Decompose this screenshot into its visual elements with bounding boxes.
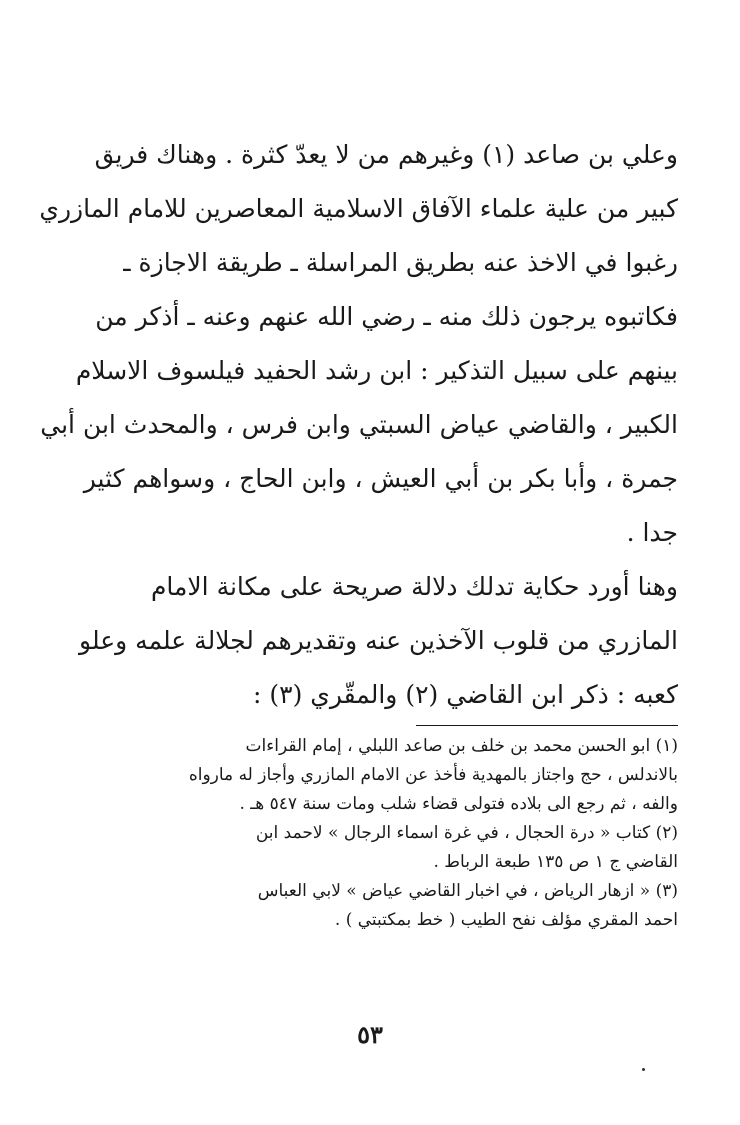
footnote-line: (١) ابو الحسن محمد بن خلف بن صاعد اللبلي ، إمام القراءات <box>245 736 678 756</box>
footnote-line: القاضي ج ١ ص ١٣٥ طبعة الرباط . <box>433 852 678 872</box>
footnote-line: (٢) كتاب « درة الحجال ، في غرة اسماء الرجال » لاحمد ابن <box>255 823 678 843</box>
text-line: كعبه : ذكر ابن القاضي (٢) والمقّري (٣) : <box>253 680 678 709</box>
text-line: رغبوا في الاخذ عنه بطريق المراسلة ـ طريقة الاجازة ـ <box>123 248 678 277</box>
text-line: الكبير ، والقاضي عياض السبتي وابن فرس ، والمحدث ابن أبي <box>40 410 678 439</box>
text-line: المازري من قلوب الآخذين عنه وتقديرهم لجلالة علمه وعلو <box>79 626 678 655</box>
footnote-line: بالاندلس ، حج واجتاز بالمهدية فأخذ عن الامام المازري وأجاز له مارواه <box>188 765 678 785</box>
text-line: جدا . <box>626 518 678 547</box>
main-text <box>39 128 678 709</box>
text-line: كبير من علية علماء الآفاق الاسلامية المعاصرين للامام المازري <box>39 194 678 223</box>
footnote-line: والفه ، ثم رجع الى بلاده فتولى قضاء شلب ومات سنة ٥٤٧ هـ . <box>239 794 678 814</box>
text-line: فكاتبوه يرجون ذلك منه ـ رضي الله عنهم وعنه ـ أذكر من <box>95 302 678 331</box>
page-number: ٥٣ <box>357 1020 383 1049</box>
print-speck <box>642 1068 645 1071</box>
footnote-divider <box>416 725 678 726</box>
text-line: بينهم على سبيل التذكير : ابن رشد الحفيد فيلسوف الاسلام <box>75 356 678 385</box>
paragraph-2 <box>79 560 678 722</box>
footnotes <box>112 732 678 935</box>
footnote-line: احمد المقري مؤلف نفح الطيب ( خط بمكتبتي ) . <box>334 910 678 930</box>
footnote-line: (٣) « ازهار الرياض ، في اخبار القاضي عياض » لابي العباس <box>257 881 678 901</box>
text-line: وهنا أورد حكاية تدلك دلالة صريحة على مكانة الامام <box>150 572 678 601</box>
text-line: جمرة ، وأبا بكر بن أبي العيش ، وابن الحاج ، وسواهم كثير <box>83 464 678 493</box>
paragraph-1 <box>39 128 678 560</box>
text-line: وعلي بن صاعد (١) وغيرهم من لا يعدّ كثرة . وهناك فريق <box>94 140 678 169</box>
